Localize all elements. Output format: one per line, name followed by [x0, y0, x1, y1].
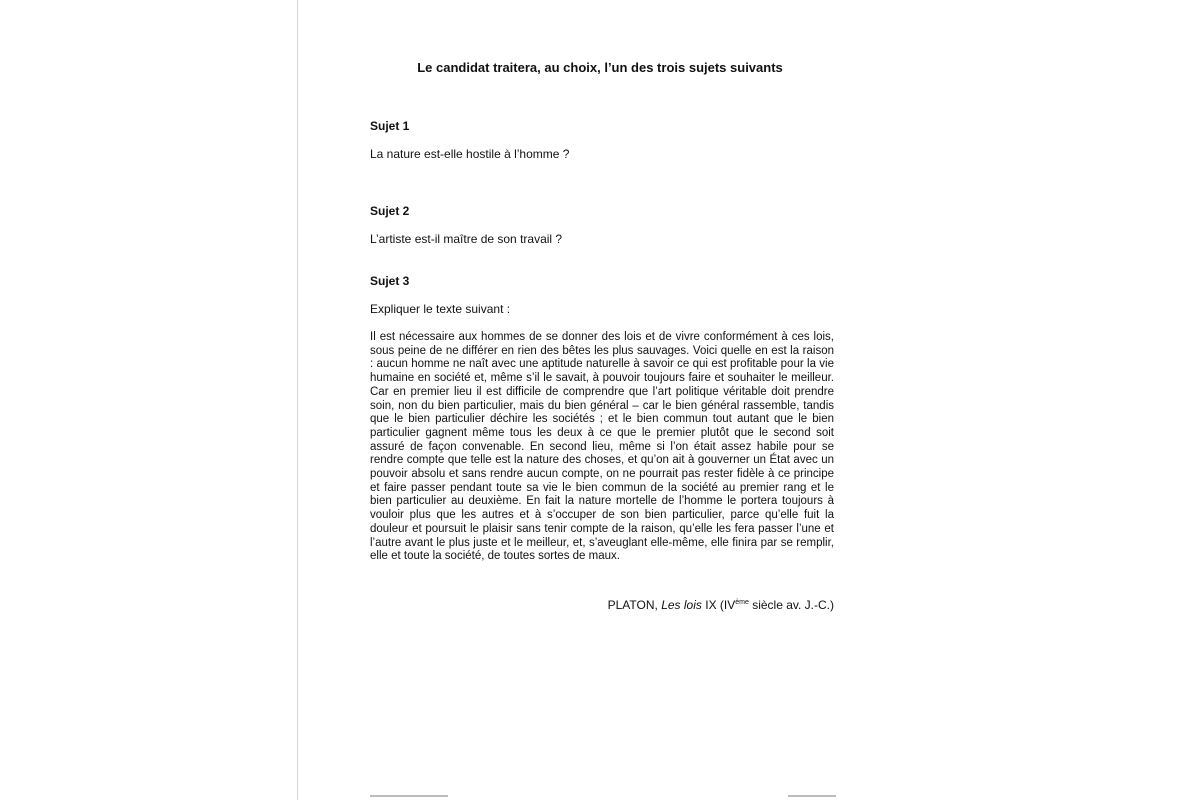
philosophy-text-passage: Il est nécessaire aux hommes de se donner des lois et de vivre conformément à ces lois, sous peine de ne différer en rien des bêtes les plus sauvages. Voici quelle en est la raison : aucun homme ne naît avec une aptitude naturelle à savoir ce qui est profitable pour la vie humaine en société et, même s’il le savait, à pouvoir toujours faire et souhaiter le meilleur. Car en premier lieu il est difficile de comprendre que l’art politique véritable doit prendre soin, non du bien particulier, mais du bien général – car le bien général rassemble, tandis que le bien particulier déchire les sociétés ; et le bien commun tout autant que le bien particulier gagnent même tous les deux à ce que le premier plutôt que le second soit assuré de façon convenable. En second lieu, même si l’on était assez habile pour se rendre compte que telle est la nature des choses, et qu’on ait à gouverner un État avec un pouvoir absolu et sans rendre aucun compte, on ne pourrait pas rester fidèle à ce principe et faire passer pendant toute sa vie le bien commun de la société au premier rang et le bien particulier au deuxième. En fait la nature mortelle de l’homme le portera toujours à vouloir plus que les autres et à s’occuper de son bien particulier, parce qu’elle fuit la douleur et poursuit le plaisir sans tenir compte de la raison, qu’elle les fera passer l’une et l’autre avant le plus juste et le meilleur, et, s’aveuglant elle-même, elle finira par se remplir, elle et toute la société, de toutes sortes de maux.	[370, 331, 834, 563]
subject-3-instruction: Expliquer le texte suivant :	[370, 302, 511, 316]
citation-century-superscript: ème	[735, 599, 749, 606]
document-page	[297, 0, 901, 800]
exam-instructions-heading: Le candidat traitera, au choix, l’un des trois sujets suivants	[417, 60, 783, 75]
subject-1-title: Sujet 1	[370, 119, 410, 133]
subject-2-question: L’artiste est-il maître de son travail ?	[370, 232, 563, 246]
source-citation	[608, 598, 834, 612]
subject-1-question: La nature est-elle hostile à l’homme ?	[370, 147, 570, 161]
page-footer-fragment-left	[370, 795, 448, 797]
citation-date: siècle av. J.-C.)	[748, 598, 834, 612]
subject-3-title: Sujet 3	[370, 274, 410, 288]
citation-book: IX (IV	[705, 598, 736, 612]
citation-work-title: Les lois	[661, 598, 702, 612]
page-footer-fragment-right	[788, 795, 836, 797]
citation-author: PLATON,	[607, 598, 658, 612]
subject-2-title: Sujet 2	[370, 204, 410, 218]
